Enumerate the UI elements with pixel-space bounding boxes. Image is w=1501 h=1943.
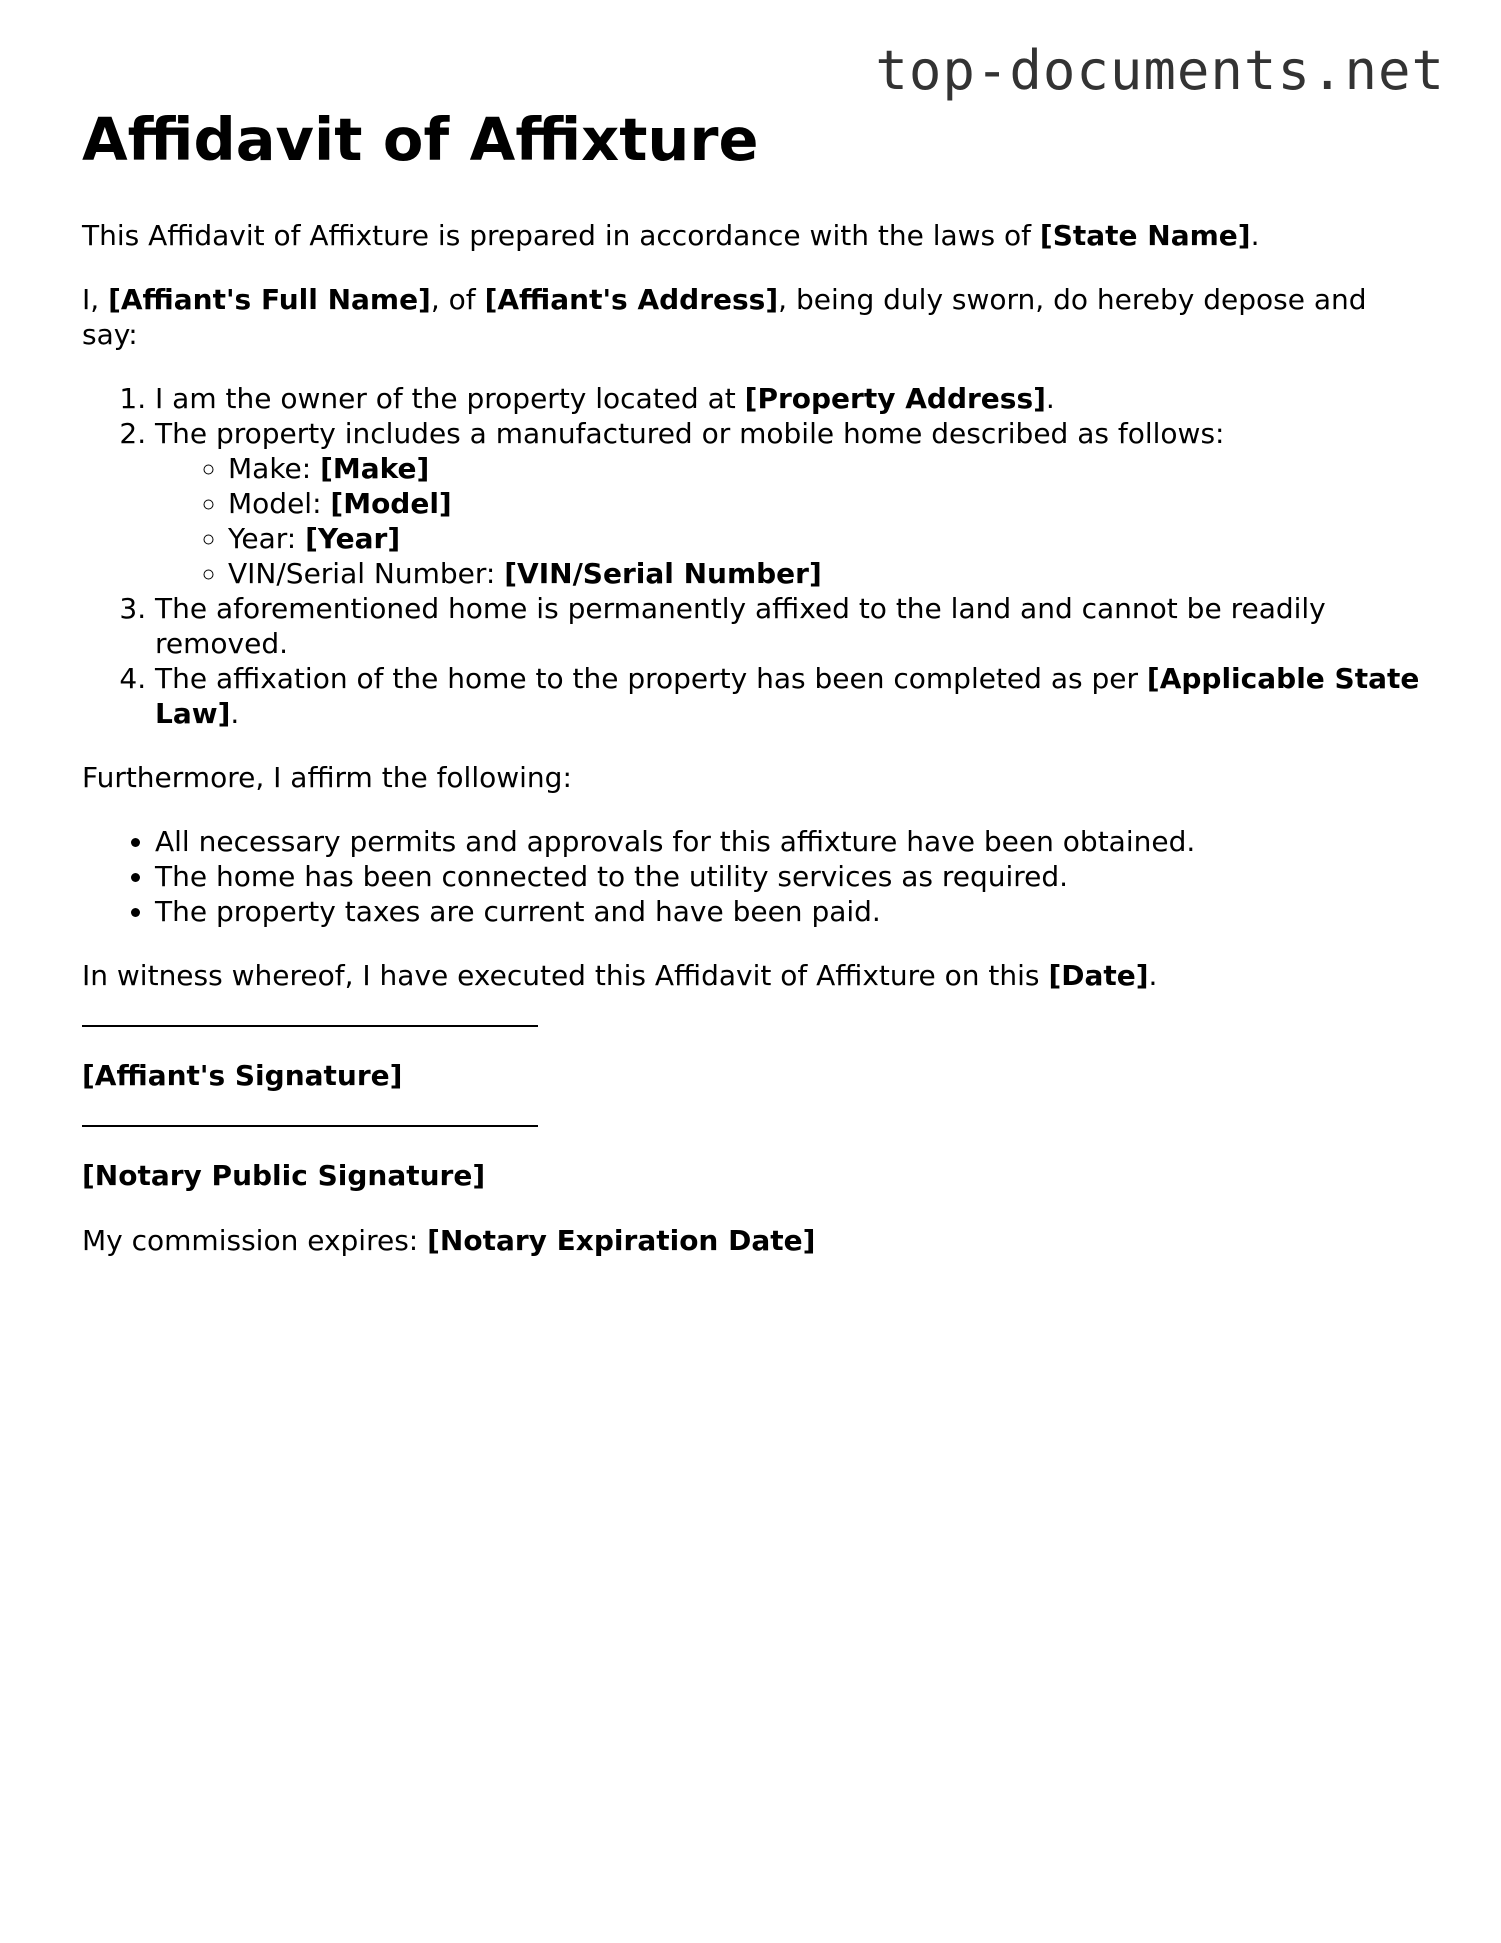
- statement-text: The aforementioned home is permanently affixed to the land and cannot be readily removed.: [155, 592, 1326, 660]
- affiant-address-field: [Affiant's Address]: [484, 283, 779, 316]
- statement-end: .: [230, 697, 240, 730]
- intro-paragraph: [82, 218, 1422, 253]
- statements-list: [82, 381, 1422, 731]
- make-field: [Make]: [320, 452, 430, 485]
- intro-text: This Affidavit of Affixture is prepared in accordance with the laws of: [82, 219, 1040, 252]
- oath-paragraph: [82, 282, 1422, 352]
- statement-item: [155, 661, 1422, 731]
- statement-text: The affixation of the home to the property has been completed as per: [155, 662, 1147, 695]
- vin-field: [VIN/Serial Number]: [504, 557, 822, 590]
- commission-paragraph: [82, 1223, 1422, 1258]
- detail-label: VIN/Serial Number:: [228, 557, 505, 590]
- witness-paragraph: [82, 958, 1422, 993]
- affiant-signature-field: [Affiant's Signature]: [82, 1059, 403, 1092]
- affiant-signature-line: [82, 1025, 538, 1027]
- statement-text: I am the owner of the property located at: [155, 382, 745, 415]
- furthermore-paragraph: Furthermore, I affirm the following:: [82, 761, 572, 794]
- statement-text: The property includes a manufactured or mobile home described as follows:: [155, 417, 1225, 450]
- notary-signature-field: [Notary Public Signature]: [82, 1159, 486, 1192]
- detail-label: Year:: [228, 522, 306, 555]
- applicable-law-field: [Applicable State Law]: [155, 662, 1420, 730]
- home-detail-vin: [228, 556, 1422, 591]
- home-detail-year: [228, 521, 1422, 556]
- home-detail-model: [228, 486, 1422, 521]
- document-title: Affidavit of Affixture: [82, 105, 759, 174]
- property-address-field: [Property Address]: [744, 382, 1046, 415]
- detail-label: Model:: [228, 487, 331, 520]
- affiant-signature-label: [82, 1058, 1422, 1093]
- affiant-name-field: [Affiant's Full Name]: [108, 283, 431, 316]
- home-detail-make: [228, 451, 1422, 486]
- home-details-list: [155, 451, 1422, 591]
- oath-text-2: , of: [430, 283, 485, 316]
- affirmation-item: • All necessary permits and approvals for this affixture have been obtained.: [155, 824, 1422, 859]
- notary-signature-label: [82, 1158, 1422, 1193]
- notary-expiration-field: [Notary Expiration Date]: [427, 1224, 816, 1257]
- oath-text-3: , being duly sworn, do hereby depose and say:: [82, 283, 1367, 351]
- witness-end: .: [1148, 959, 1158, 992]
- affirmations-list: [82, 824, 1422, 929]
- affirmation-item: • The property taxes are current and have been paid.: [155, 894, 1422, 929]
- site-watermark: top-documents.net: [875, 39, 1445, 102]
- state-name-field: [State Name]: [1039, 219, 1251, 252]
- year-field: [Year]: [305, 522, 401, 555]
- commission-label: My commission expires:: [82, 1224, 428, 1257]
- statement-item: [155, 416, 1422, 591]
- detail-label: Make:: [228, 452, 321, 485]
- statement-end: .: [1045, 382, 1055, 415]
- oath-text-1: I,: [82, 283, 109, 316]
- affirmation-item: • The home has been connected to the utility services as required.: [155, 859, 1422, 894]
- model-field: [Model]: [330, 487, 452, 520]
- statement-item: [155, 591, 1422, 661]
- intro-end: .: [1250, 219, 1260, 252]
- notary-signature-line: [82, 1125, 538, 1127]
- date-field: [Date]: [1048, 959, 1149, 992]
- witness-text: In witness whereof, I have executed this Affidavit of Affixture on this: [82, 959, 1049, 992]
- document: [82, 104, 1422, 1287]
- statement-item: [155, 381, 1422, 416]
